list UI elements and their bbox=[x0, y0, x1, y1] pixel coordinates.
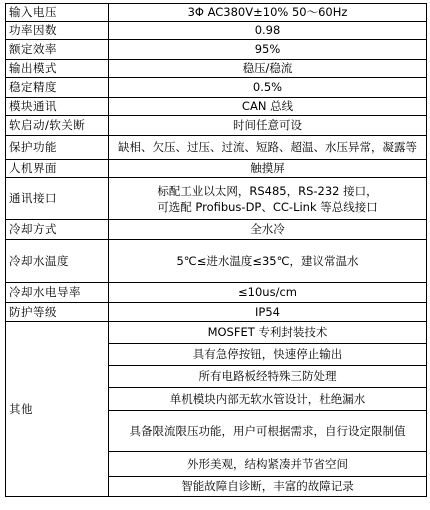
row-value: ≤10us/cm bbox=[109, 283, 427, 303]
other-item: 外形美观，结构紧凑并节省空间 bbox=[109, 452, 427, 477]
table-row bbox=[6, 322, 427, 344]
other-item: 具备限流限压功能，用户可根据需求，自行设定限制值 bbox=[109, 411, 427, 452]
row-value: CAN 总线 bbox=[109, 98, 427, 116]
table-row bbox=[6, 116, 427, 136]
other-item: MOSFET 专利封装技术 bbox=[109, 322, 427, 344]
row-label: 保护功能 bbox=[6, 136, 109, 160]
row-label: 输出模式 bbox=[6, 60, 109, 78]
row-value: 全水冷 bbox=[109, 220, 427, 240]
row-value bbox=[109, 178, 427, 220]
table-row bbox=[6, 283, 427, 303]
row-value: 3Φ AC380V±10% 50～60Hz bbox=[109, 4, 427, 22]
row-label: 通讯接口 bbox=[6, 178, 109, 220]
table-row bbox=[6, 60, 427, 78]
row-label: 冷却水电导率 bbox=[6, 283, 109, 303]
table-row bbox=[6, 78, 427, 98]
row-value-line: 标配工业以太网，RS485，RS-232 接口， bbox=[157, 183, 378, 198]
row-label: 人机界面 bbox=[6, 160, 109, 178]
table-row bbox=[6, 22, 427, 40]
row-value-line: 可选配 Profibus-DP、CC-Link 等总线接口 bbox=[157, 199, 378, 214]
table-row bbox=[6, 136, 427, 160]
other-item: 单机模块内部无软水管设计，杜绝漏水 bbox=[109, 388, 427, 411]
row-label: 防护等级 bbox=[6, 303, 109, 322]
row-label: 功率因数 bbox=[6, 22, 109, 40]
row-label-other: 其他 bbox=[6, 322, 109, 497]
row-label: 冷却方式 bbox=[6, 220, 109, 240]
table-row bbox=[6, 240, 427, 283]
other-item: 具有急停按钮，快速停止输出 bbox=[109, 344, 427, 366]
row-label: 软启动/软关断 bbox=[6, 116, 109, 136]
spec-table bbox=[5, 3, 427, 497]
row-value: 0.98 bbox=[109, 22, 427, 40]
row-value: 95% bbox=[109, 40, 427, 60]
row-value: 缺相、欠压、过压、过流、短路、超温、水压异常，凝露等 bbox=[109, 136, 427, 160]
row-value: 5℃≤进水温度≤35℃，建议常温水 bbox=[109, 240, 427, 283]
row-label: 稳定精度 bbox=[6, 78, 109, 98]
row-label: 模块通讯 bbox=[6, 98, 109, 116]
row-value: 时间任意可设 bbox=[109, 116, 427, 136]
table-row bbox=[6, 220, 427, 240]
other-item: 所有电路板经特殊三防处理 bbox=[109, 366, 427, 388]
spec-table-container bbox=[5, 3, 426, 497]
table-row bbox=[6, 160, 427, 178]
row-value: 稳压/稳流 bbox=[109, 60, 427, 78]
other-item: 智能故障自诊断，丰富的故障记录 bbox=[109, 477, 427, 497]
row-value: 0.5% bbox=[109, 78, 427, 98]
row-label: 输入电压 bbox=[6, 4, 109, 22]
table-row bbox=[6, 178, 427, 220]
table-row bbox=[6, 98, 427, 116]
row-label: 冷却水温度 bbox=[6, 240, 109, 283]
row-value: IP54 bbox=[109, 303, 427, 322]
table-row bbox=[6, 4, 427, 22]
table-row bbox=[6, 303, 427, 322]
table-row bbox=[6, 40, 427, 60]
row-label: 额定效率 bbox=[6, 40, 109, 60]
row-value: 触摸屏 bbox=[109, 160, 427, 178]
